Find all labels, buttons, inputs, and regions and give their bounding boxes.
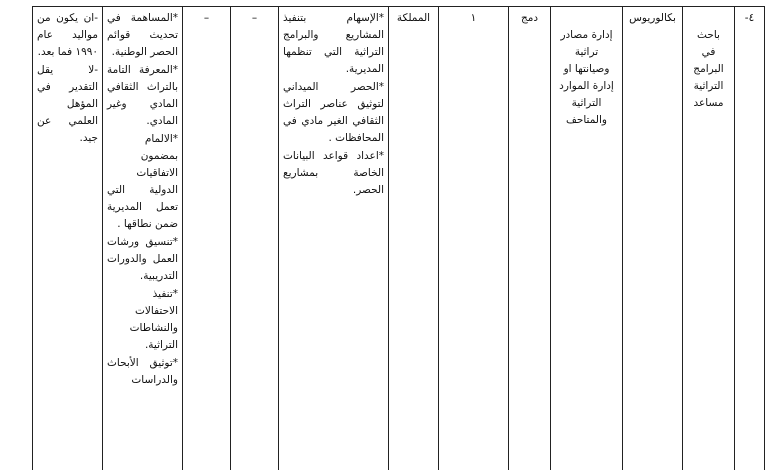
condition-item: -ان يكون من مواليد عام ١٩٩٠ فما بعد. xyxy=(37,12,98,58)
seq-number: ٤- xyxy=(744,12,755,24)
specialization: إدارة مصادر تراثية وصيانتها او إدارة الموارد التراثية والمتاحف xyxy=(559,29,614,126)
table-row xyxy=(33,7,765,470)
dash-cell-2 xyxy=(183,7,231,470)
work-location: المملكة xyxy=(396,12,431,24)
job-title: باحث في البرامج التراثية مساعد xyxy=(693,29,724,109)
degree: بكالوريوس xyxy=(629,12,676,24)
appointment-type: دمج xyxy=(520,12,539,24)
condition-item: -لا يقل التقدير في المؤهل العلمي عن جيد. xyxy=(37,64,98,144)
duty-item: *الحصر الميداني لتوثيق عناصر التراث الثقافي الغير مادي في المحافظات . xyxy=(283,81,384,144)
competency-item: *المساهمة في تحديث قوائم الحصر الوطنية. xyxy=(107,12,178,58)
duty-item: *الإسهام بتنفيذ المشاريع والبرامج التراثية التي تنظمها المديرية. xyxy=(283,12,384,75)
degree-cell xyxy=(623,7,683,470)
competency-item: *تنسيق ورشات العمل والدورات التدريبية. xyxy=(107,236,178,282)
duties-cell xyxy=(279,7,389,470)
type-cell xyxy=(509,7,551,470)
empty-value-dash: – xyxy=(203,12,210,24)
specialization-cell xyxy=(551,7,623,470)
vacancy-count: ١ xyxy=(470,12,477,24)
seq-cell xyxy=(735,7,765,470)
competency-item: *المعرفة التامة بالتراث الثقافي المادي وغير المادي. xyxy=(107,64,178,127)
count-cell xyxy=(439,7,509,470)
job-table xyxy=(32,6,765,470)
competencies-cell xyxy=(103,7,183,470)
competency-item: *تنفيذ الاحتفالات والنشاطات التراثية. xyxy=(129,288,178,351)
job-title-cell xyxy=(683,7,735,470)
competency-item: *الالمام بمضمون الاتفاقيات الدولية التي تعمل المديرية ضمن نطاقها . xyxy=(107,133,178,230)
dash-cell-1 xyxy=(231,7,279,470)
location-cell xyxy=(389,7,439,470)
duty-item: *اعداد قواعد البيانات الخاصة بمشاريع الحصر. xyxy=(283,150,384,196)
competency-item: *توثيق الأبحاث والدراسات xyxy=(107,357,178,386)
empty-value-dash: – xyxy=(251,12,258,24)
conditions-cell xyxy=(33,7,103,470)
